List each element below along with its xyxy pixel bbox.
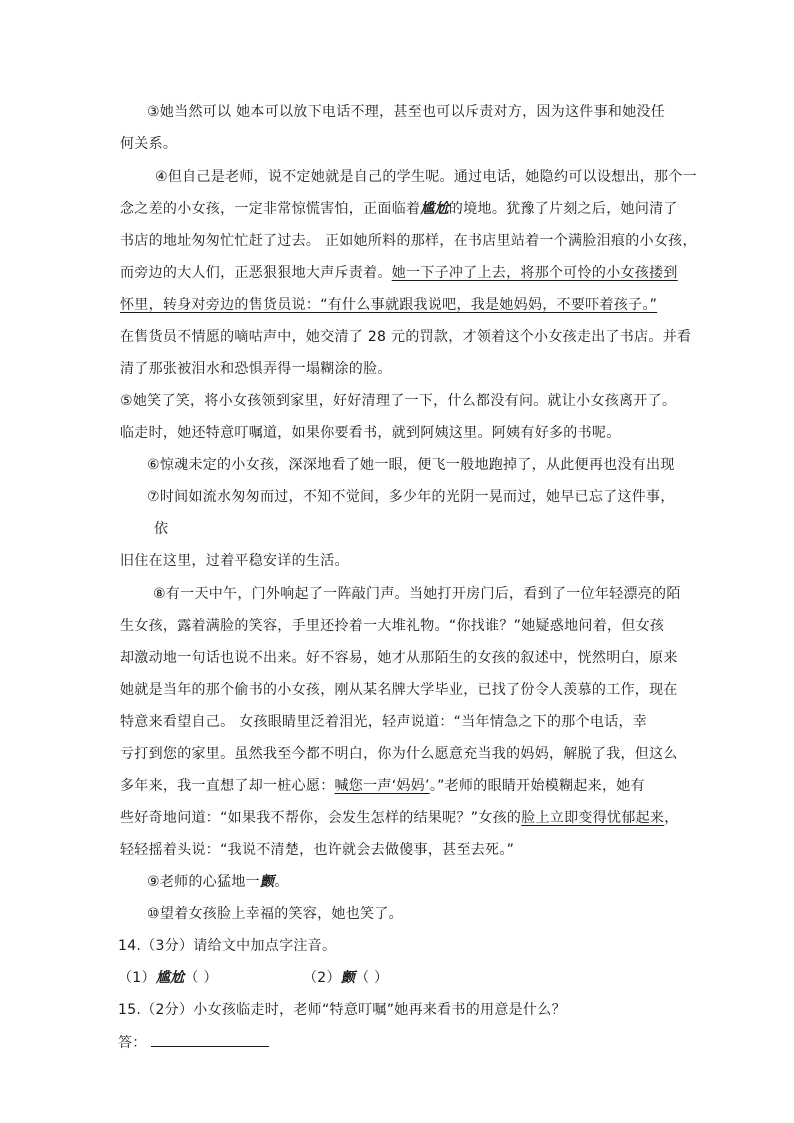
underlined-sentence-1: 她一下子冲了上去，将那个可怜的小女孩搂到 [391,265,678,281]
para-5-line-2: 临走时，她还特意叮嘱道，如果你要看书，就到阿姨这里。阿姨有好多的书呢。 [120,425,621,441]
question-15-stem: 15.（2分）小女孩临走时，老师“特意叮嘱”她再来看书的用意是什么？ [118,1002,566,1018]
question-14-item-1-number: （1） [118,970,156,986]
para-8-line-9: 轻轻摇着头说：“我说不清楚，也许就会去做傻事，甚至去死。” [120,842,515,858]
dotted-word-ganga: 尴尬 [420,201,449,217]
dotted-word-chan: 颤 [259,874,275,890]
underlined-phrase-mama: 喊您一声‘妈妈’ [334,778,430,794]
para-4-line-1: ④但自己是老师，说不定她就是自己的学生呢。通过电话，她隐约可以设想出，那个一 [155,169,697,185]
para-9-line-1-start: ⑨老师的心猛地一 [147,874,260,890]
para-8-line-7-end: 。”老师的眼睛开始模糊起来，她有 [429,778,645,794]
para-4-line-3: 书店的地址匆匆忙忙赶了过去。 正如她所料的那样，在书店里站着一个满脸泪痕的小女孩， [120,233,697,249]
para-8-line-8 [120,808,679,828]
para-8-line-7 [120,776,645,796]
para-6-line-1: ⑥惊魂未定的小女孩，深深地看了她一眼，便飞一般地跑掉了，从此便再也没有出现 [147,457,675,473]
para-4-line-4 [120,263,678,283]
question-14-stem: 14.（3分）请给文中加点字注音。 [118,938,337,954]
para-7-line-2: 依 [154,521,169,537]
para-7-line-1: ⑦时间如流水匆匆而过，不知不觉间，多少年的光阴一晃而过，她早已忘了这件事， [147,489,675,505]
para-8-line-8-start: 些好奇地问道：“如果我不帮你，会发生怎样的结果呢？”女孩的 [120,810,522,826]
para-9-line-1 [147,872,289,892]
para-8-line-6: 亏打到您的家里。虽然我至今都不明白，你为什么愿意充当我的妈妈，解脱了我，但这么 [120,746,678,762]
question-14-item-2 [303,968,388,988]
question-14-item-1 [118,968,218,988]
question-14-item-1-answer-parens[interactable]: （ ） [184,970,218,986]
para-4-line-6: 在售货员不情愿的嘀咕声中，她交清了 28 元的罚款，才领着这个小女孩走出了书店。并看 [120,329,692,345]
question-14-item-2-answer-parens[interactable]: （ ） [355,970,389,986]
para-4-line-2 [120,199,678,219]
para-4-line-2-end: 的境地。犹豫了片刻之后，她问清了 [448,201,678,217]
para-8-line-1: ⑧有一天中午，门外响起了一阵敲门声。当她打开房门后，看到了一位年轻漂亮的陌 [153,586,681,602]
para-8-line-8-end: ， [664,810,679,826]
question-14-item-1-word: 尴尬 [155,970,185,986]
para-8-line-3: 却激动地一句话也说不出来。好不容易，她才从那陌生的女孩的叙述中，恍然明白，原来 [120,650,678,666]
question-15-answer-blank[interactable] [151,1032,269,1047]
para-8-line-4: 她就是当年的那个偷书的小女孩，刚从某名牌大学毕业，已找了份令人羡慕的工作，现在 [120,682,678,698]
para-4-line-7: 清了那张被泪水和恐惧弄得一塌糊涂的脸。 [120,361,392,377]
para-4-line-4-start: 而旁边的大人们，正恶狠狠地大声斥责着。 [120,265,392,281]
question-15-answer-label: 答： [118,1035,147,1051]
para-9-line-1-end: 。 [274,874,289,890]
underlined-sentence-2: 怀里，转身对旁边的售货员说：“有什么事就跟我说吧，我是她妈妈，不要吓着孩子。” [120,297,658,313]
para-8-line-5: 特意来看望自己。 女孩眼睛里泛着泪光，轻声说道：“当年情急之下的那个电话，幸 [120,714,648,730]
underlined-phrase-face: 脸上立即变得忧郁起来 [521,810,665,826]
para-8-line-7-start: 多年来，我一直想了却一桩心愿： [120,778,335,794]
para-4-line-2-start: 念之差的小女孩，一定非常惊慌害怕，正面临着 [120,201,421,217]
para-8-line-2: 生女孩，露着满脸的笑容，手里还拎着一大堆礼物。“你找谁？”她疑惑地问着，但女孩 [120,618,665,634]
question-14-item-2-word: 颤 [340,970,356,986]
question-15-answer [118,1032,269,1053]
para-10-line-1: ⑩望着女孩脸上幸福的笑容，她也笑了。 [147,906,403,922]
para-7-line-3: 旧住在这里，过着平稳安详的生活。 [120,553,349,569]
para-3-line-2: 何关系。 [120,136,178,152]
para-3-line-1: ③她当然可以 她本可以放下电话不理，甚至也可以斥责对方，因为这件事和她没任 [147,104,666,120]
para-5-line-1: ⑤她笑了笑，将小女孩领到家里，好好清理了一下，什么都没有问。就让小女孩离开了。 [120,393,677,409]
question-14-item-2-number: （2） [303,970,341,986]
